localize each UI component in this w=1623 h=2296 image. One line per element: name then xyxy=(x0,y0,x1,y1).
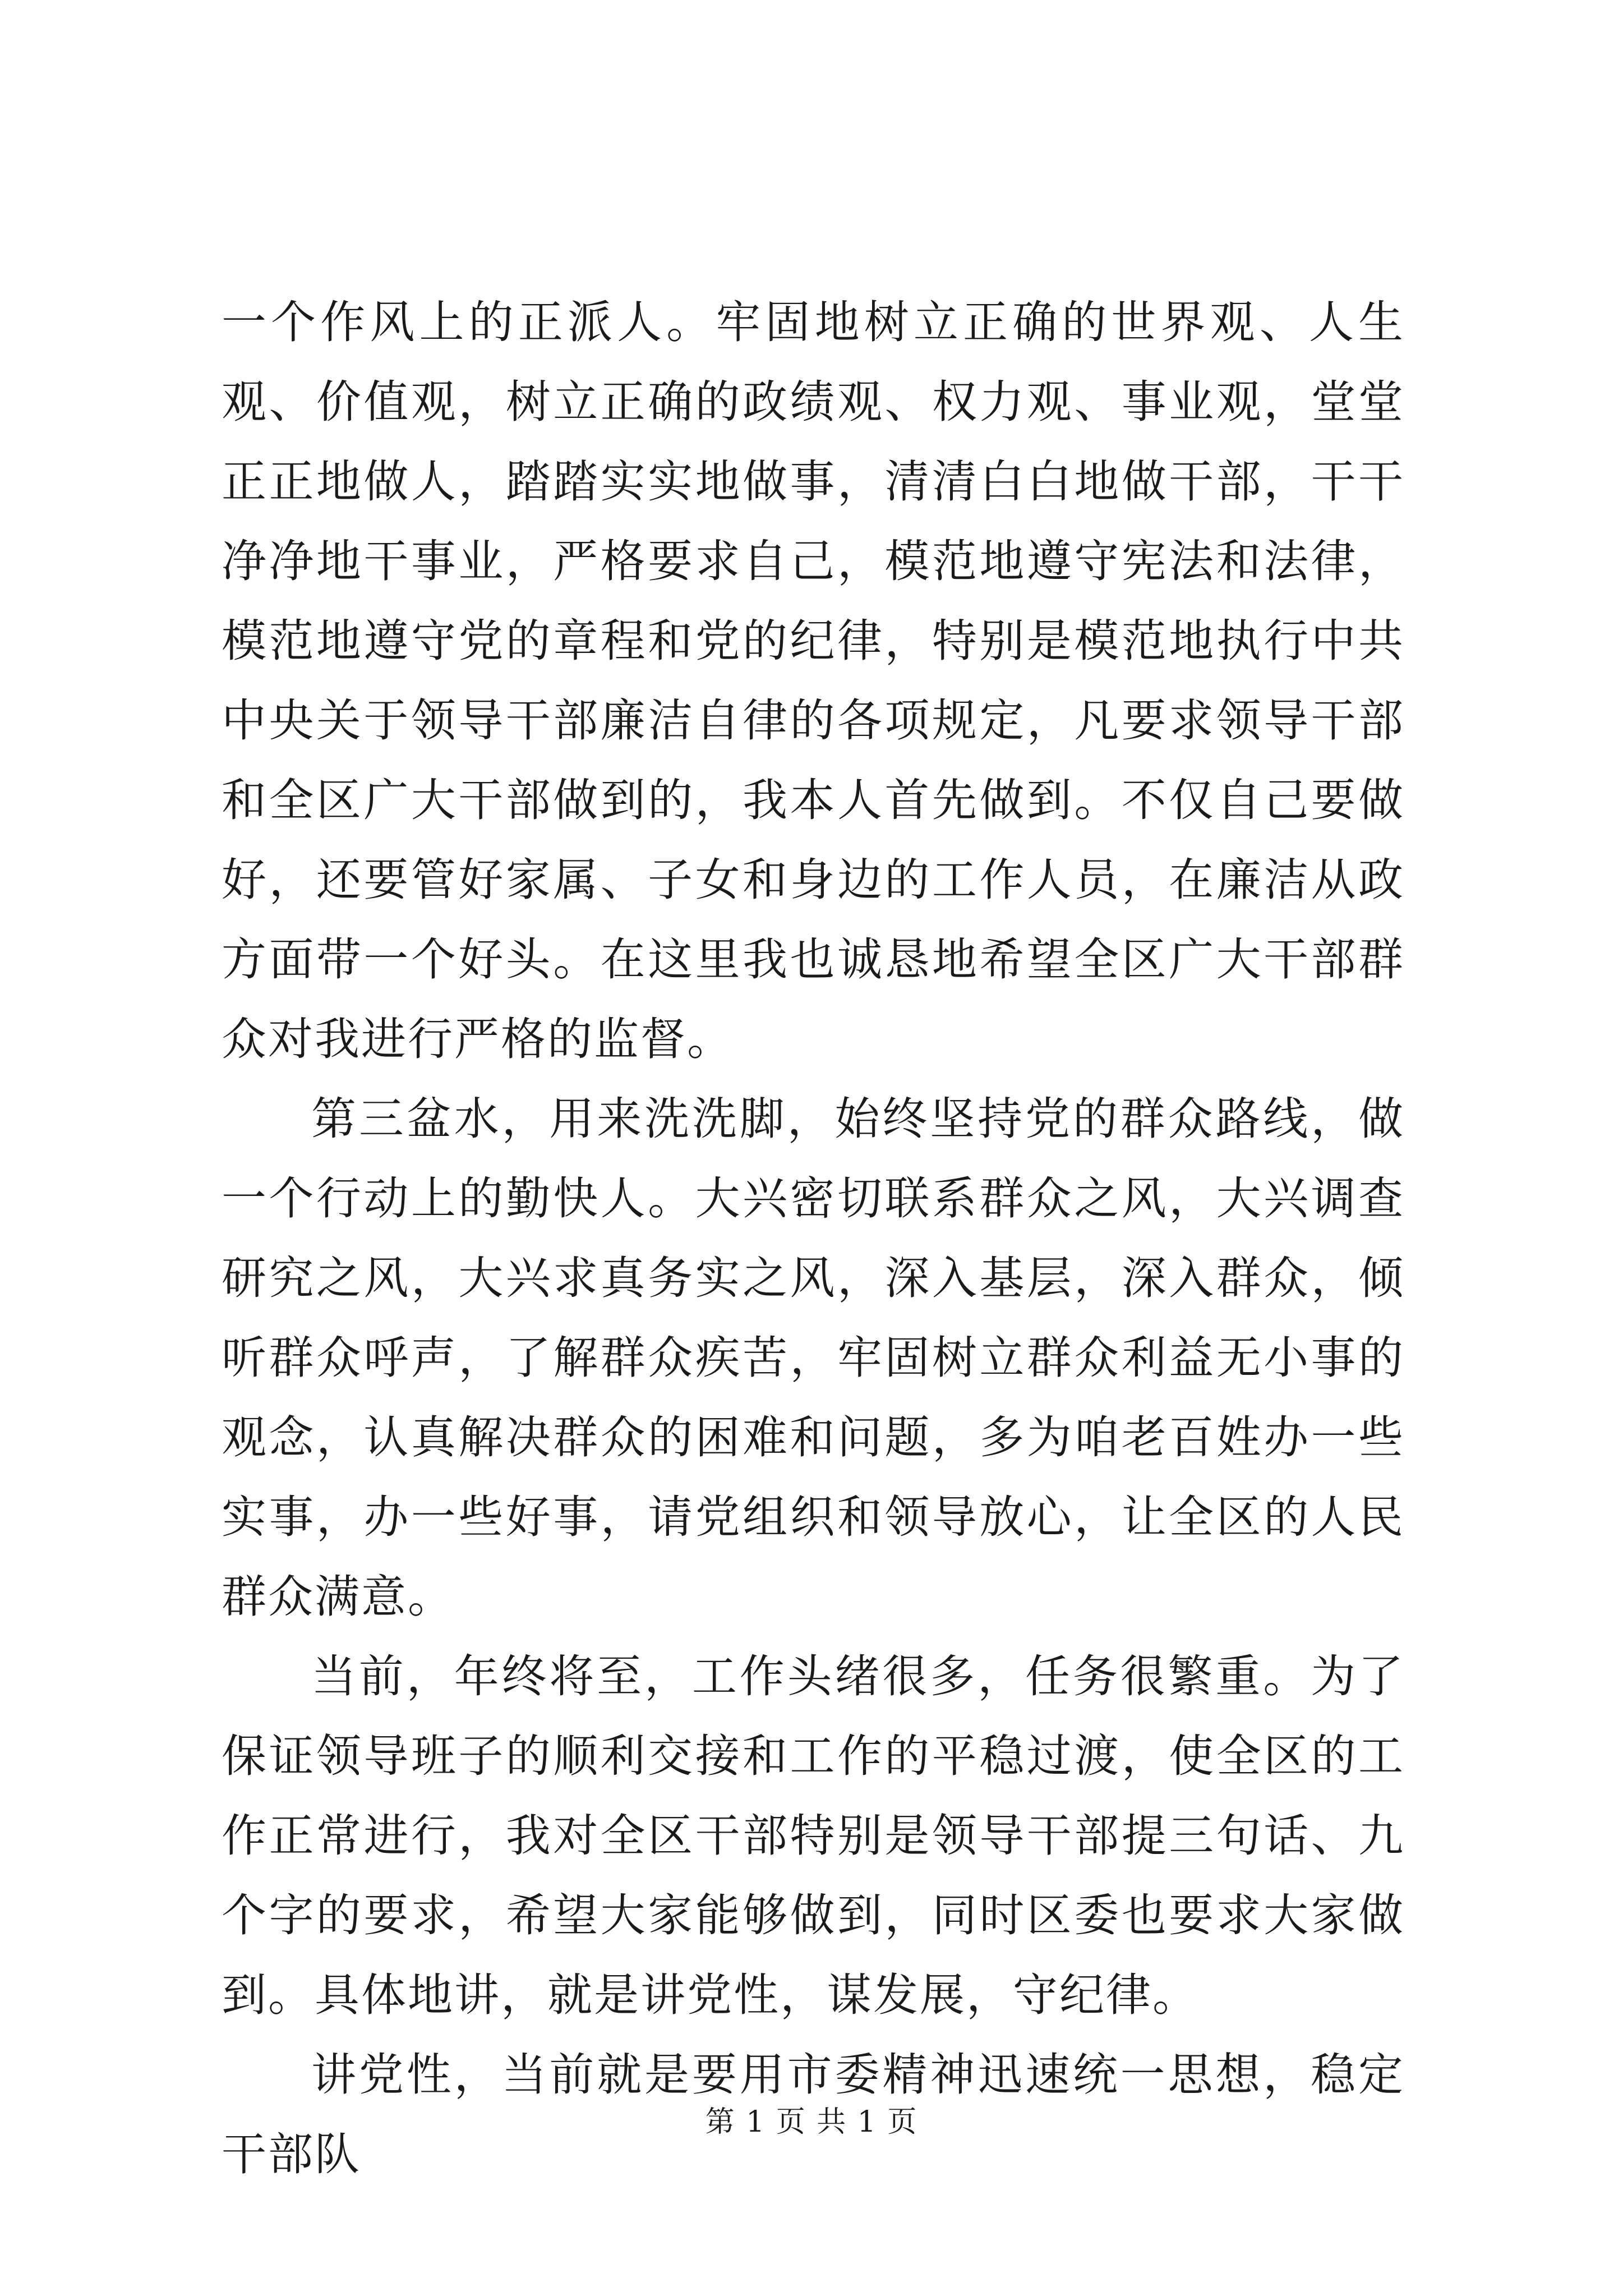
paragraph-1: 一个作风上的正派人。牢固地树立正确的世界观、人生观、价值观，树立正确的政绩观、权力观、事业观，堂堂正正地做人，踏踏实实地做事，清清白白地做干部，干干净净地干事业，严格要求自己，模范地遵守宪法和法律，模范地遵守党的章程和党的纪律，特别是模范地执行中共中央关于领导干部廉洁自律的各项规定，凡要求领导干部和全区广大干部做到的，我本人首先做到。不仅自己要做好，还要管好家属、子女和身边的工作人员，在廉洁从政方面带一个好头。在这里我也诚恳地希望全区广大干部群众对我进行严格的监督。 xyxy=(222,296,1405,1065)
page-footer: 第 1 页 共 1 页 xyxy=(705,2105,918,2139)
paragraph-2: 第三盆水，用来洗洗脚，始终坚持党的群众路线，做一个行动上的勤快人。大兴密切联系群众之风，大兴调查研究之风，大兴求真务实之风，深入基层，深入群众，倾听群众呼声，了解群众疾苦，牢固树立群众利益无小事的观念，认真解决群众的困难和问题，多为咱老百姓办一些实事，办一些好事，请党组织和领导放心，让全区的人民群众满意。 xyxy=(222,1093,1405,1623)
document-body xyxy=(222,283,1405,2194)
paragraph-3: 当前，年终将至，工作头绪很多，任务很繁重。为了保证领导班子的顺利交接和工作的平稳过渡，使全区的工作正常进行，我对全区干部特别是领导干部提三句话、九个字的要求，希望大家能够做到，同时区委也要求大家做到。具体地讲，就是讲党性，谋发展，守纪律。 xyxy=(222,1650,1405,2021)
paragraph-4: 讲党性，当前就是要用市委精神迅速统一思想，稳定干部队 xyxy=(222,2049,1405,2180)
